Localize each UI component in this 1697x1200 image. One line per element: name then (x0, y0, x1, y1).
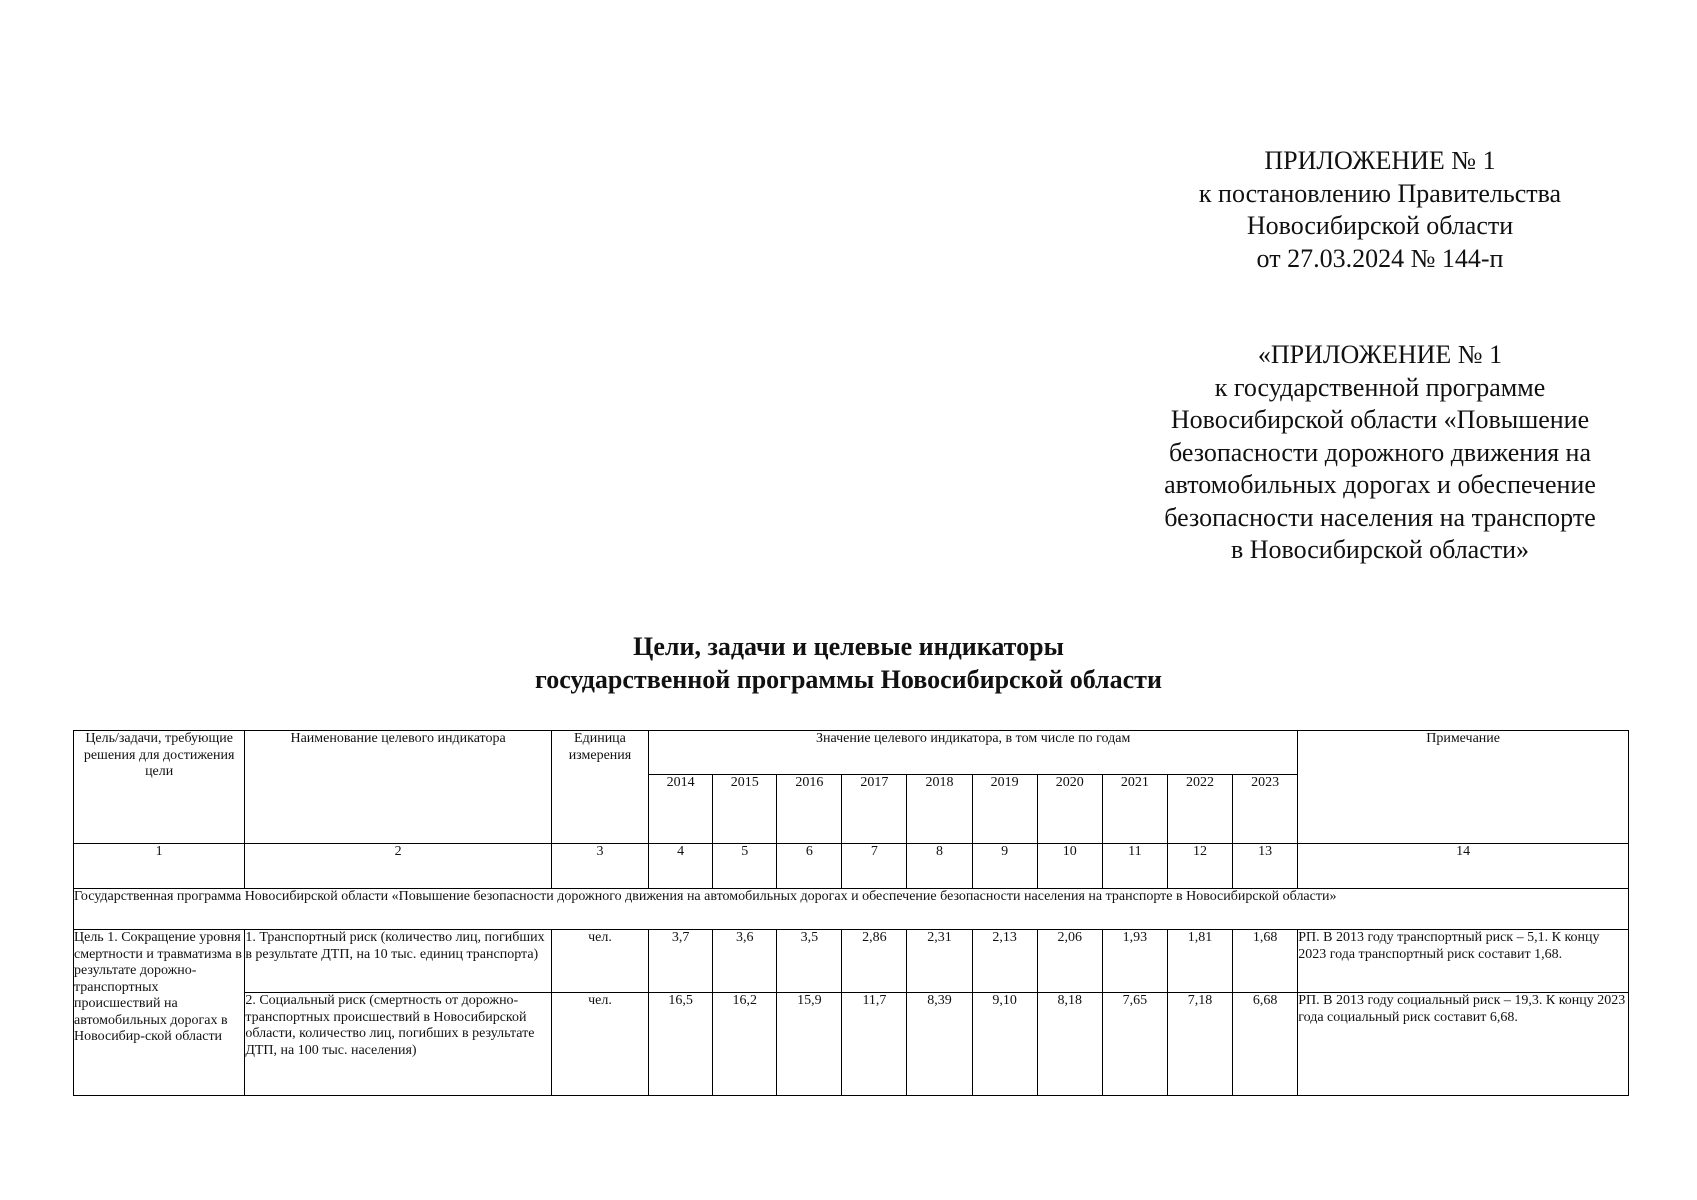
column-number: 11 (1102, 844, 1167, 889)
value-cell: 2,31 (907, 930, 972, 993)
header-unit: Единица измерения (551, 731, 648, 844)
value-cell: 3,5 (777, 930, 842, 993)
unit-cell: чел. (551, 993, 648, 1096)
program-ref-line: автомобильных дорогах и обеспечение (1164, 470, 1596, 499)
program-ref-line: «ПРИЛОЖЕНИЕ № 1 (1257, 340, 1503, 369)
note-cell: РП. В 2013 году социальный риск – 19,3. К концу 2023 года социальный риск составит 6,68. (1298, 993, 1629, 1096)
appendix-header (1150, 145, 1610, 275)
value-cell: 6,68 (1233, 993, 1298, 1096)
program-ref-line: к государственной программе (1214, 372, 1546, 402)
column-number: 13 (1233, 844, 1298, 889)
header-note: Примечание (1298, 731, 1629, 844)
column-number: 6 (777, 844, 842, 889)
column-number: 4 (649, 844, 713, 889)
appendix-line: к постановлению Правительства (1198, 178, 1562, 208)
value-cell: 1,81 (1167, 930, 1232, 993)
header-values: Значение целевого индикатора, в том числе по годам (649, 731, 1298, 775)
column-number: 8 (907, 844, 972, 889)
indicator-name: 1. Транспортный риск (количество лиц, погибших в результате ДТП, на 10 тыс. единиц транспорта) (245, 930, 552, 993)
indicators-table (73, 730, 1629, 1096)
title-line-1: Цели, задачи и целевые индикаторы (633, 632, 1064, 661)
program-row: Государственная программа Новосибирской области «Повышение безопасности дорожного движения на автомобильных дорогах и обеспечение безопасности населения на транспорте в Новосибирской области» (74, 889, 1629, 930)
program-ref-line: безопасности населения на транспорте (1164, 502, 1596, 532)
header-year: 2022 (1167, 775, 1232, 844)
value-cell: 1,68 (1233, 930, 1298, 993)
goal-cell: Цель 1. Сокращение уровня смертности и травматизма в результате дорожно-транспортных происшествий на автомобильных дорогах в Новосибир-ской области (74, 930, 245, 1096)
program-ref-line: безопасности дорожного движения на (1168, 437, 1592, 467)
value-cell: 3,7 (649, 930, 713, 993)
document-title (0, 630, 1697, 696)
value-cell: 16,5 (649, 993, 713, 1096)
column-number: 1 (74, 844, 245, 889)
column-number: 3 (551, 844, 648, 889)
column-number: 9 (972, 844, 1037, 889)
header-year: 2015 (713, 775, 777, 844)
appendix-line: ПРИЛОЖЕНИЕ № 1 (1264, 146, 1496, 175)
value-cell: 2,06 (1037, 930, 1102, 993)
value-cell: 2,86 (842, 930, 907, 993)
table-row (74, 930, 1629, 993)
note-cell: РП. В 2013 году транспортный риск – 5,1. К концу 2023 года транспортный риск составит 1,68. (1298, 930, 1629, 993)
column-number: 5 (713, 844, 777, 889)
unit-cell: чел. (551, 930, 648, 993)
appendix-line: от 27.03.2024 № 144-п (1256, 243, 1504, 273)
value-cell: 15,9 (777, 993, 842, 1096)
header-goal: Цель/задачи, требующие решения для достижения цели (74, 731, 245, 844)
header-year: 2021 (1102, 775, 1167, 844)
column-numbers-row (74, 844, 1629, 889)
header-year: 2020 (1037, 775, 1102, 844)
value-cell: 8,18 (1037, 993, 1102, 1096)
header-year: 2014 (649, 775, 713, 844)
value-cell: 7,18 (1167, 993, 1232, 1096)
value-cell: 8,39 (907, 993, 972, 1096)
value-cell: 16,2 (713, 993, 777, 1096)
header-year: 2019 (972, 775, 1037, 844)
program-ref-line: Новосибирской области «Повышение (1170, 405, 1590, 434)
header-year: 2017 (842, 775, 907, 844)
title-line-2: государственной программы Новосибирской области (535, 665, 1162, 694)
value-cell: 9,10 (972, 993, 1037, 1096)
header-year: 2023 (1233, 775, 1298, 844)
appendix-line: Новосибирской области (1246, 211, 1514, 240)
indicator-name: 2. Социальный риск (смертность от дорожно-транспортных происшествий в Новосибирской области, количество лиц, погибших в результате ДТП, на 100 тыс. населения) (245, 993, 552, 1096)
value-cell: 7,65 (1102, 993, 1167, 1096)
value-cell: 2,13 (972, 930, 1037, 993)
value-cell: 3,6 (713, 930, 777, 993)
table-row (74, 993, 1629, 1096)
header-year: 2018 (907, 775, 972, 844)
header-indicator: Наименование целевого индикатора (245, 731, 552, 844)
value-cell: 11,7 (842, 993, 907, 1096)
column-number: 14 (1298, 844, 1629, 889)
program-ref-line: в Новосибирской области» (1230, 535, 1530, 564)
column-number: 12 (1167, 844, 1232, 889)
value-cell: 1,93 (1102, 930, 1167, 993)
column-number: 10 (1037, 844, 1102, 889)
column-number: 2 (245, 844, 552, 889)
header-year: 2016 (777, 775, 842, 844)
program-reference (1135, 339, 1625, 567)
column-number: 7 (842, 844, 907, 889)
